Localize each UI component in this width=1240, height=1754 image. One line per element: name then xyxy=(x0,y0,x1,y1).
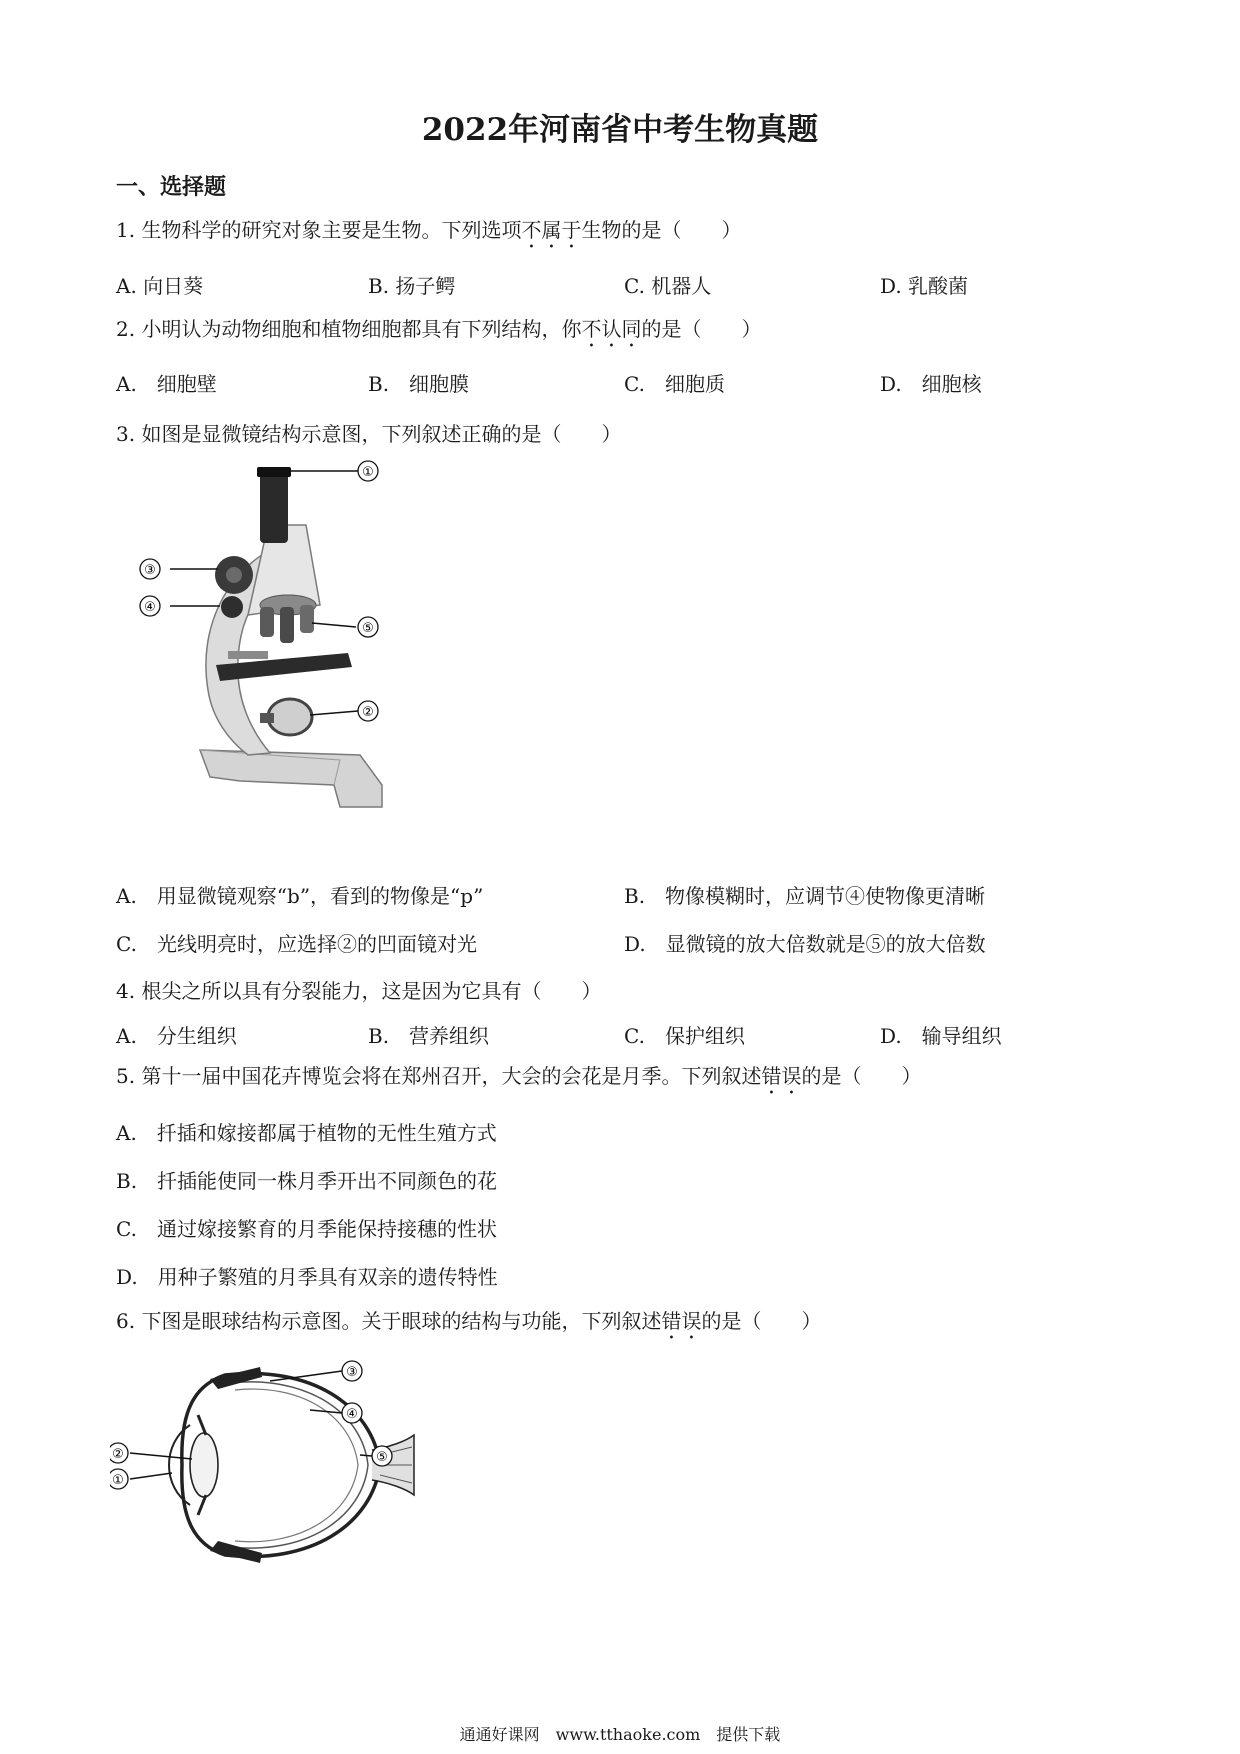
eye-label-5: ⑤ xyxy=(376,1450,388,1465)
eye-label-3: ③ xyxy=(346,1365,358,1380)
page-title: 2022年河南省中考生物真题 xyxy=(421,112,819,148)
question-1-option-c: C. 机器人 xyxy=(624,274,712,298)
microscope-diagram xyxy=(120,455,440,815)
question-5-option-c: C. 通过嫁接繁育的月季能保持接穗的性状 xyxy=(116,1217,497,1241)
microscope-label-5: ⑤ xyxy=(362,621,374,636)
question-1-stem: 1. 生物科学的研究对象主要是生物。下列选项不属于生物的是（ ） xyxy=(116,218,742,242)
question-5-option-b: B. 扦插能使同一株月季开出不同颜色的花 xyxy=(116,1169,498,1193)
question-2-option-b: B. 细胞膜 xyxy=(368,372,470,396)
question-3-stem: 3. 如图是显微镜结构示意图，下列叙述正确的是（ ） xyxy=(116,422,622,446)
eye-label-1: ① xyxy=(112,1473,124,1488)
microscope-label-3: ③ xyxy=(144,563,156,578)
question-4-option-b: B. 营养组织 xyxy=(368,1024,490,1048)
page-footer: 通通好课网 www.tthaoke.com 提供下载 xyxy=(459,1725,781,1744)
emphasis-text: 不属于 xyxy=(521,218,582,242)
question-3-option-b: B. 物像模糊时，应调节④使物像更清晰 xyxy=(624,884,986,908)
question-6-stem: 6. 下图是眼球结构示意图。关于眼球的结构与功能，下列叙述错误的是（ ） xyxy=(116,1309,822,1333)
question-3-option-c: C. 光线明亮时，应选择②的凹面镜对光 xyxy=(116,932,477,956)
emphasis-text: 错误 xyxy=(761,1064,802,1088)
microscope-label-2: ② xyxy=(362,705,374,720)
question-5-stem: 5. 第十一届中国花卉博览会将在郑州召开，大会的会花是月季。下列叙述错误的是（ ） xyxy=(116,1064,922,1088)
question-2-option-a: A. 细胞壁 xyxy=(116,372,217,396)
question-3-option-a: A. 用显微镜观察“b”，看到的物像是“p” xyxy=(116,884,484,908)
question-4-stem: 4. 根尖之所以具有分裂能力，这是因为它具有（ ） xyxy=(116,979,602,1003)
emphasis-text: 错误 xyxy=(661,1309,702,1333)
question-1-option-a: A. 向日葵 xyxy=(116,274,204,298)
question-2-stem: 2. 小明认为动物细胞和植物细胞都具有下列结构，你不认同的是（ ） xyxy=(116,317,762,341)
microscope-label-4: ④ xyxy=(144,600,156,615)
question-5-option-a: A. 扦插和嫁接都属于植物的无性生殖方式 xyxy=(116,1121,497,1145)
eye-label-2: ② xyxy=(112,1447,124,1462)
section-heading: 一、选择题 xyxy=(116,174,227,200)
question-5-option-d: D. 用种子繁殖的月季具有双亲的遗传特性 xyxy=(116,1265,498,1289)
question-4-option-a: A. 分生组织 xyxy=(116,1024,237,1048)
question-4-option-c: C. 保护组织 xyxy=(624,1024,745,1048)
question-4-option-d: D. 输导组织 xyxy=(880,1024,1002,1048)
emphasis-text: 不认同 xyxy=(581,317,642,341)
eye-label-4: ④ xyxy=(346,1407,358,1422)
question-2-option-d: D. 细胞核 xyxy=(880,372,982,396)
question-1-option-b: B. 扬子鳄 xyxy=(368,274,456,298)
question-3-option-d: D. 显微镜的放大倍数就是⑤的放大倍数 xyxy=(624,932,986,956)
question-1-option-d: D. 乳酸菌 xyxy=(880,274,969,298)
question-2-option-c: C. 细胞质 xyxy=(624,372,725,396)
eyeball-diagram xyxy=(110,1355,420,1570)
microscope-label-1: ① xyxy=(362,465,374,480)
